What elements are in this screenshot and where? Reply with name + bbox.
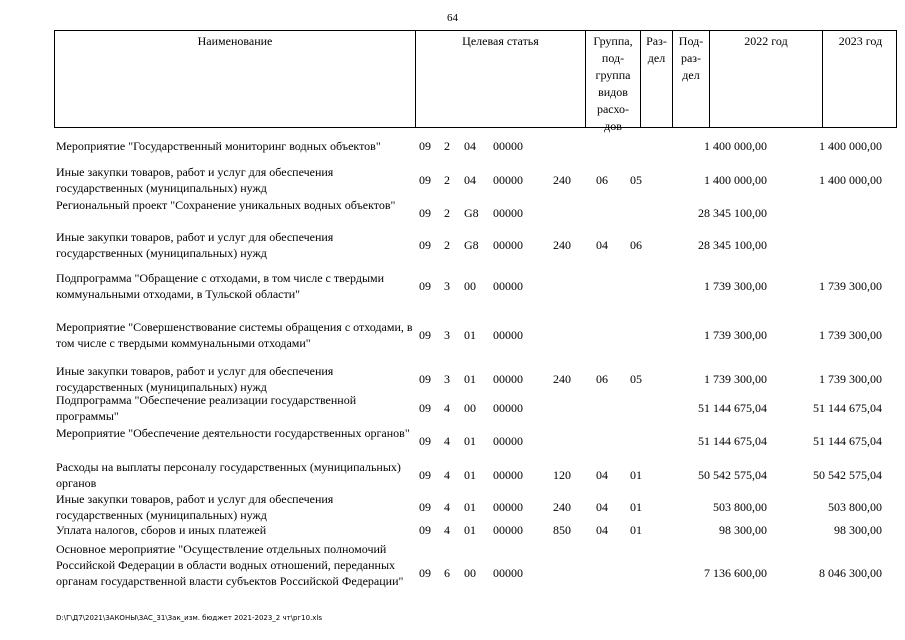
column-header-subsection: Под- раз- дел (673, 31, 710, 127)
table-row (0, 491, 905, 523)
subsection-code: 06 (630, 238, 642, 252)
target-code-2: 2 (444, 238, 450, 252)
section-code: 06 (596, 372, 608, 386)
target-code-4: 00000 (493, 139, 523, 153)
row-name: Мероприятие "Совершенствование системы обращения с отходами, в том числе с твердыми коммунальными отходами" (56, 320, 413, 350)
section-code: 04 (596, 468, 608, 482)
target-code-3: 04 (464, 173, 476, 187)
amount-2023: 50 542 575,04 (813, 468, 882, 482)
target-code-2: 3 (444, 372, 450, 386)
group-code: 120 (553, 468, 571, 482)
target-code-3: 01 (464, 434, 476, 448)
target-code-3: 01 (464, 523, 476, 537)
target-code-2: 2 (444, 206, 450, 220)
target-code-3: G8 (464, 238, 479, 252)
target-code-4: 00000 (493, 523, 523, 537)
target-code-2: 3 (444, 279, 450, 293)
target-code-3: 00 (464, 401, 476, 415)
row-name: Уплата налогов, сборов и иных платежей (56, 523, 267, 537)
group-code: 240 (553, 500, 571, 514)
target-code-4: 00000 (493, 206, 523, 220)
target-code-3: 01 (464, 328, 476, 342)
amount-2023: 1 400 000,00 (819, 173, 882, 187)
target-code-3: 01 (464, 500, 476, 514)
target-code-4: 00000 (493, 372, 523, 386)
section-code: 04 (596, 238, 608, 252)
target-code-4: 00000 (493, 401, 523, 415)
subsection-code: 05 (630, 173, 642, 187)
target-code-1: 09 (419, 468, 431, 482)
table-row (0, 164, 905, 196)
amount-2022: 1 400 000,00 (704, 139, 767, 153)
target-code-3: 01 (464, 468, 476, 482)
target-code-2: 6 (444, 566, 450, 580)
amount-2023: 1 739 300,00 (819, 372, 882, 386)
target-code-1: 09 (419, 173, 431, 187)
amount-2022: 51 144 675,04 (698, 434, 767, 448)
target-code-2: 4 (444, 434, 450, 448)
file-path-footer: D:\Г\Д7\2021\ЗАКОНЫ\ЗАС_31\Зак_изм. бюджет 2021-2023_2 чт\рг10.xls (56, 614, 323, 622)
target-code-2: 4 (444, 523, 450, 537)
table-row (0, 229, 905, 261)
target-code-4: 00000 (493, 279, 523, 293)
amount-2022: 503 800,00 (713, 500, 767, 514)
amount-2023: 8 046 300,00 (819, 566, 882, 580)
table-header (54, 30, 897, 133)
target-code-2: 2 (444, 139, 450, 153)
row-name: Иные закупки товаров, работ и услуг для обеспечения государственных (муниципальных) нужд (56, 492, 334, 522)
row-name: Региональный проект "Сохранение уникальных водных объектов" (56, 198, 396, 212)
target-code-2: 2 (444, 173, 450, 187)
table-row (0, 392, 905, 424)
target-code-1: 09 (419, 139, 431, 153)
amount-2022: 51 144 675,04 (698, 401, 767, 415)
amount-2022: 1 739 300,00 (704, 279, 767, 293)
page-number: 64 (447, 12, 458, 24)
row-name: Подпрограмма "Обеспечение реализации государственной программы" (56, 393, 357, 423)
target-code-1: 09 (419, 523, 431, 537)
target-code-4: 00000 (493, 328, 523, 342)
target-code-1: 09 (419, 279, 431, 293)
group-code: 240 (553, 372, 571, 386)
table-row (0, 138, 905, 154)
subsection-code: 01 (630, 468, 642, 482)
amount-2023: 51 144 675,04 (813, 401, 882, 415)
target-code-4: 00000 (493, 173, 523, 187)
group-code: 240 (553, 173, 571, 187)
target-code-2: 4 (444, 401, 450, 415)
amount-2022: 28 345 100,00 (698, 206, 767, 220)
row-name: Основное мероприятие "Осуществление отдельных полномочий Российской Федерации в области водных отношений, переданных органам государственной власти субъектов Российской Федерации" (56, 542, 404, 588)
row-name: Иные закупки товаров, работ и услуг для обеспечения государственных (муниципальных) нужд (56, 364, 334, 394)
target-code-1: 09 (419, 372, 431, 386)
target-code-3: 04 (464, 139, 476, 153)
row-name: Расходы на выплаты персоналу государственных (муниципальных) органов (56, 460, 401, 490)
row-name: Иные закупки товаров, работ и услуг для обеспечения государственных (муниципальных) нужд (56, 230, 334, 260)
target-code-2: 3 (444, 328, 450, 342)
column-header-target: Целевая статья (416, 31, 586, 127)
table-row (0, 197, 905, 229)
table-row (0, 459, 905, 491)
row-name: Иные закупки товаров, работ и услуг для обеспечения государственных (муниципальных) нужд (56, 165, 334, 195)
amount-2022: 1 400 000,00 (704, 173, 767, 187)
group-code: 850 (553, 523, 571, 537)
target-code-3: 01 (464, 372, 476, 386)
row-name: Подпрограмма "Обращение с отходами, в том числе с твердыми коммунальными отходами, в Тульской области" (56, 271, 385, 301)
table-row (0, 522, 905, 538)
table-row (0, 541, 905, 605)
amount-2023: 1 739 300,00 (819, 328, 882, 342)
amount-2022: 98 300,00 (719, 523, 767, 537)
table-row (0, 270, 905, 302)
amount-2023: 503 800,00 (828, 500, 882, 514)
column-header-group: Группа, под- группа видов расхо- дов (586, 31, 641, 127)
section-code: 04 (596, 500, 608, 514)
amount-2022: 1 739 300,00 (704, 372, 767, 386)
target-code-3: G8 (464, 206, 479, 220)
table-row (0, 425, 905, 457)
section-code: 04 (596, 523, 608, 537)
target-code-1: 09 (419, 500, 431, 514)
amount-2022: 28 345 100,00 (698, 238, 767, 252)
table-row (0, 319, 905, 351)
amount-2023: 1 739 300,00 (819, 279, 882, 293)
target-code-4: 00000 (493, 238, 523, 252)
column-header-2022: 2022 год (710, 31, 823, 127)
row-name: Мероприятие "Государственный мониторинг водных объектов" (56, 139, 381, 153)
group-code: 240 (553, 238, 571, 252)
amount-2022: 50 542 575,04 (698, 468, 767, 482)
column-header-2023: 2023 год (838, 34, 883, 48)
row-name: Мероприятие "Обеспечение деятельности государственных органов" (56, 426, 410, 440)
section-code: 06 (596, 173, 608, 187)
column-header-section: Раз- дел (641, 31, 673, 127)
amount-2022: 1 739 300,00 (704, 328, 767, 342)
target-code-3: 00 (464, 566, 476, 580)
target-code-1: 09 (419, 238, 431, 252)
target-code-2: 4 (444, 500, 450, 514)
target-code-4: 00000 (493, 566, 523, 580)
amount-2023: 1 400 000,00 (819, 139, 882, 153)
subsection-code: 05 (630, 372, 642, 386)
target-code-4: 00000 (493, 468, 523, 482)
subsection-code: 01 (630, 500, 642, 514)
target-code-1: 09 (419, 566, 431, 580)
target-code-4: 00000 (493, 500, 523, 514)
amount-2023: 98 300,00 (834, 523, 882, 537)
table-row (0, 363, 905, 395)
target-code-1: 09 (419, 401, 431, 415)
subsection-code: 01 (630, 523, 642, 537)
target-code-1: 09 (419, 434, 431, 448)
target-code-2: 4 (444, 468, 450, 482)
target-code-3: 00 (464, 279, 476, 293)
amount-2022: 7 136 600,00 (704, 566, 767, 580)
target-code-4: 00000 (493, 434, 523, 448)
target-code-1: 09 (419, 328, 431, 342)
target-code-1: 09 (419, 206, 431, 220)
column-header-name: Наименование (55, 31, 416, 127)
amount-2023: 51 144 675,04 (813, 434, 882, 448)
